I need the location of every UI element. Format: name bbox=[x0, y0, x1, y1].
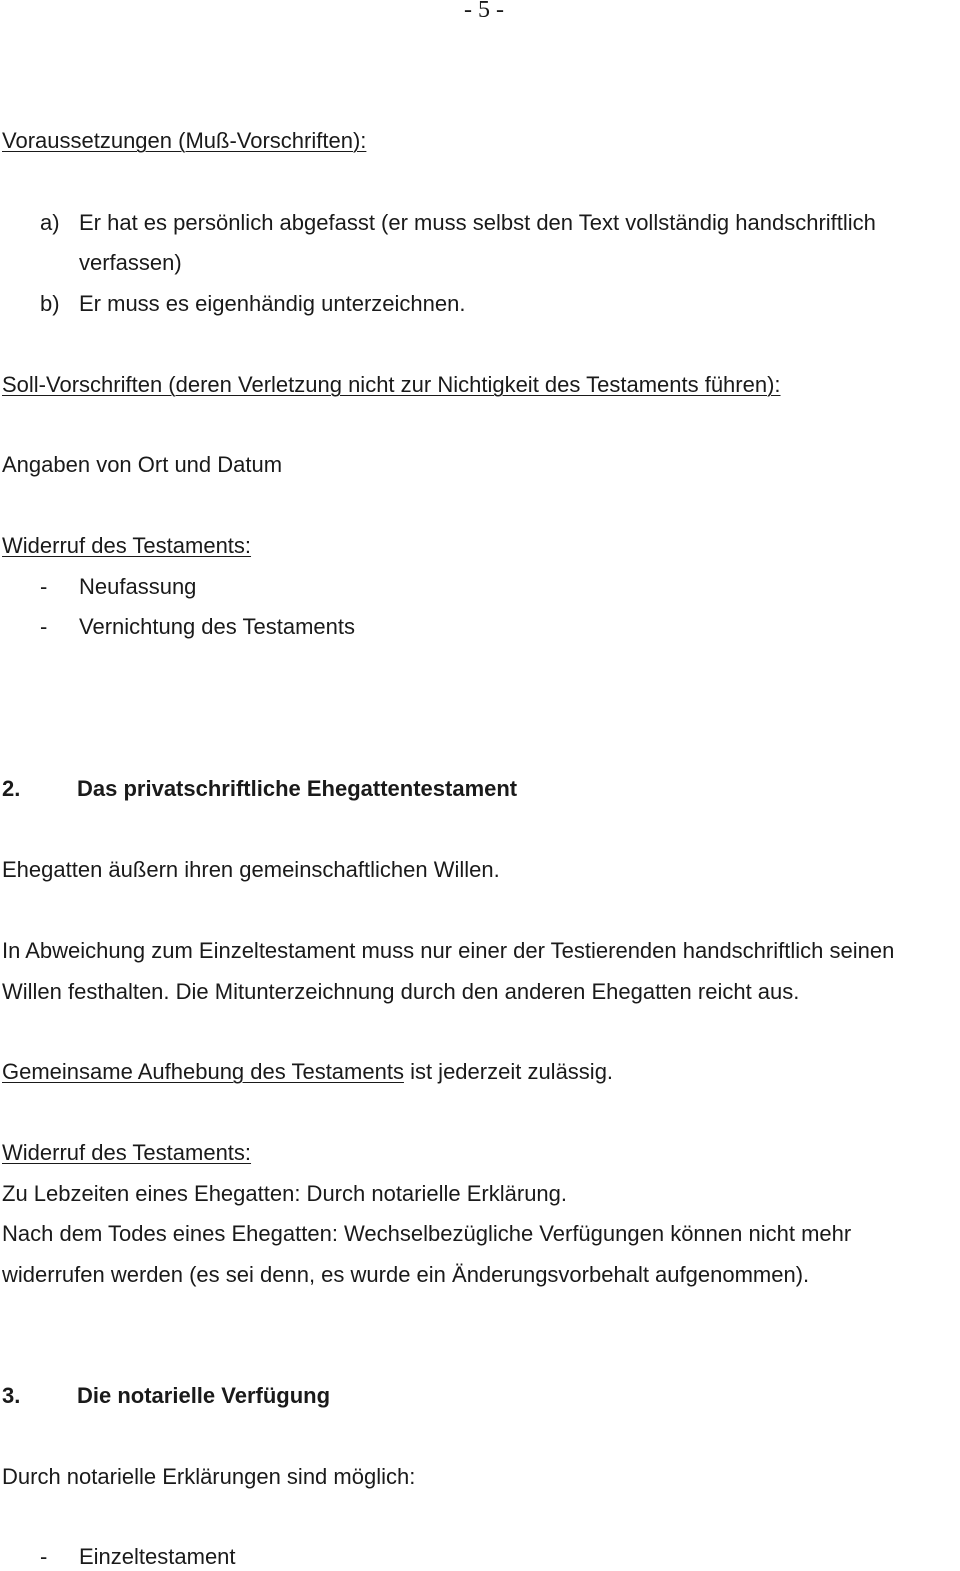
requirement-a-line-1: Er hat es persönlich abgefasst (er muss selbst den Text vollständig handschriftlich bbox=[79, 210, 876, 235]
section-2-paragraph-2-line-2: Willen festhalten. Die Mitunterzeichnung durch den anderen Ehegatten reicht aus. bbox=[2, 979, 800, 1004]
list-marker-dash: - bbox=[40, 614, 48, 639]
revocation-line-3: widerrufen werden (es sei denn, es wurde ein Änderungsvorbehalt aufgenommen). bbox=[2, 1262, 810, 1287]
section-2-paragraph-2-line-1: In Abweichung zum Einzeltestament muss nur einer der Testierenden handschriftlich seinen bbox=[2, 938, 895, 963]
section-3-intro: Durch notarielle Erklärungen sind möglich: bbox=[2, 1464, 416, 1489]
joint-revocation-underlined: Gemeinsame Aufhebung des Testaments bbox=[2, 1059, 404, 1084]
soll-heading: Soll-Vorschriften (deren Verletzung nicht zur Nichtigkeit des Testaments führen): bbox=[2, 372, 781, 397]
list-marker-b: b) bbox=[40, 291, 60, 316]
revocation-heading-1: Widerruf des Testaments: bbox=[2, 533, 252, 558]
requirement-a-line-2: verfassen) bbox=[79, 250, 182, 275]
section-2-paragraph-1: Ehegatten äußern ihren gemeinschaftlichen Willen. bbox=[2, 857, 500, 882]
section-2-number: 2. bbox=[2, 776, 21, 801]
section-3-item: Einzeltestament bbox=[79, 1544, 236, 1569]
revocation-line-2: Nach dem Todes eines Ehegatten: Wechselbezügliche Verfügungen können nicht mehr bbox=[2, 1221, 852, 1246]
section-3-number: 3. bbox=[2, 1383, 21, 1408]
joint-revocation-sentence bbox=[2, 1059, 613, 1085]
list-marker-a: a) bbox=[40, 210, 60, 235]
list-marker-dash: - bbox=[40, 1544, 48, 1569]
revocation-item: Neufassung bbox=[79, 574, 197, 599]
requirement-b-line-1: Er muss es eigenhändig unterzeichnen. bbox=[79, 291, 466, 316]
joint-revocation-rest: ist jederzeit zulässig. bbox=[403, 1059, 614, 1084]
section-3-title: Die notarielle Verfügung bbox=[77, 1383, 331, 1408]
revocation-line-1: Zu Lebzeiten eines Ehegatten: Durch notarielle Erklärung. bbox=[2, 1181, 568, 1206]
revocation-item: Vernichtung des Testaments bbox=[79, 614, 355, 639]
list-marker-dash: - bbox=[40, 574, 48, 599]
soll-text: Angaben von Ort und Datum bbox=[2, 452, 283, 477]
page-number: - 5 - bbox=[464, 0, 504, 23]
section-2-title: Das privatschriftliche Ehegattentestament bbox=[77, 776, 518, 801]
requirements-heading: Voraussetzungen (Muß-Vorschriften): bbox=[2, 128, 367, 153]
revocation-heading-2: Widerruf des Testaments: bbox=[2, 1140, 252, 1165]
